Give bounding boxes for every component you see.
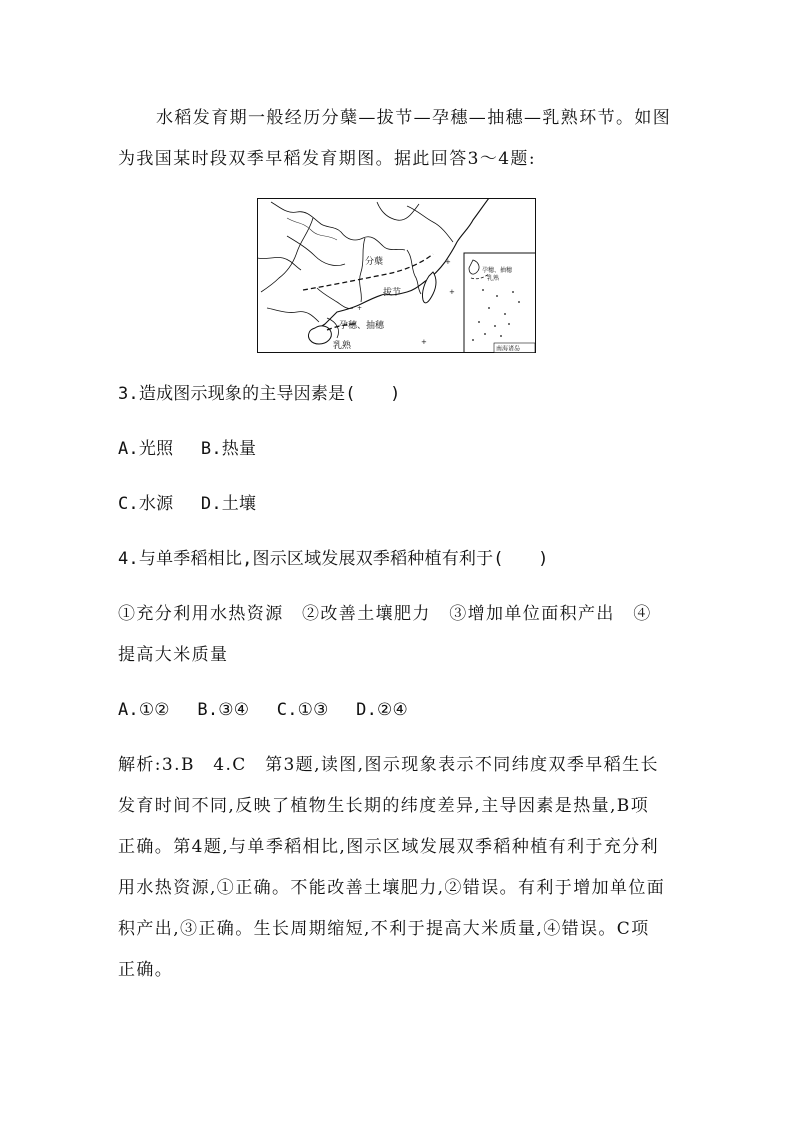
q3-options-2: C.水源 D.土壤	[118, 494, 257, 514]
q4-stem: 4.与单季稻相比,图示区域发展双季稻种植有利于( )	[118, 549, 549, 569]
label-yunsui-chousui: 孕穗、抽穗	[339, 321, 385, 331]
intro-line-2: 为我国某时段双季早稻发育期图。据此回答3～4题:	[118, 149, 536, 169]
rice-development-map	[257, 198, 536, 353]
label-rushu: 乳熟	[333, 341, 352, 351]
svg-text:+: +	[449, 288, 455, 296]
intro-line-1: 水稻发育期一般经历分蘖—拔节—孕穗—抽穗—乳熟环节。如图	[156, 108, 672, 128]
svg-text:+: +	[421, 338, 427, 346]
label-bajie: 拔节	[383, 288, 402, 298]
analysis-line-6: 正确。	[118, 960, 174, 980]
analysis-line-2: 发育时间不同,反映了植物生长期的纬度差异,主导因素是热量,B项	[118, 796, 650, 816]
analysis-line-3: 正确。第4题,与单季稻相比,图示区域发展双季稻种植有利于充分利	[118, 837, 660, 857]
analysis-line-5: 积产出,③正确。生长周期缩短,不利于提高大米质量,④错误。C项	[118, 919, 650, 939]
inset-caption: 南海诸岛	[496, 345, 521, 353]
q4-options: A.①② B.③④ C.①③ D.②④	[118, 700, 408, 720]
inset-label-yunsui: 孕穗、抽穗	[482, 267, 513, 274]
svg-text:+: +	[445, 258, 451, 266]
q3-stem: 3.造成图示现象的主导因素是( )	[118, 384, 401, 404]
q3-options-1: A.光照 B.热量	[118, 439, 257, 459]
analysis-line-1: 解析:3.B 4.C 第3题,读图,图示现象表示不同纬度双季早稻生长	[118, 755, 659, 775]
svg-text:+: +	[357, 305, 363, 312]
analysis-line-4: 用水热资源,①正确。不能改善土壤肥力,②错误。有利于增加单位面	[118, 878, 666, 898]
label-fennie: 分蘖	[365, 257, 384, 267]
inset-label-rushu: 乳熟	[487, 275, 500, 282]
map-figure	[257, 198, 536, 353]
q4-items-1: ①充分利用水热资源 ②改善土壤肥力 ③增加单位面积产出 ④	[118, 604, 652, 624]
q4-items-2: 提高大米质量	[118, 645, 229, 665]
